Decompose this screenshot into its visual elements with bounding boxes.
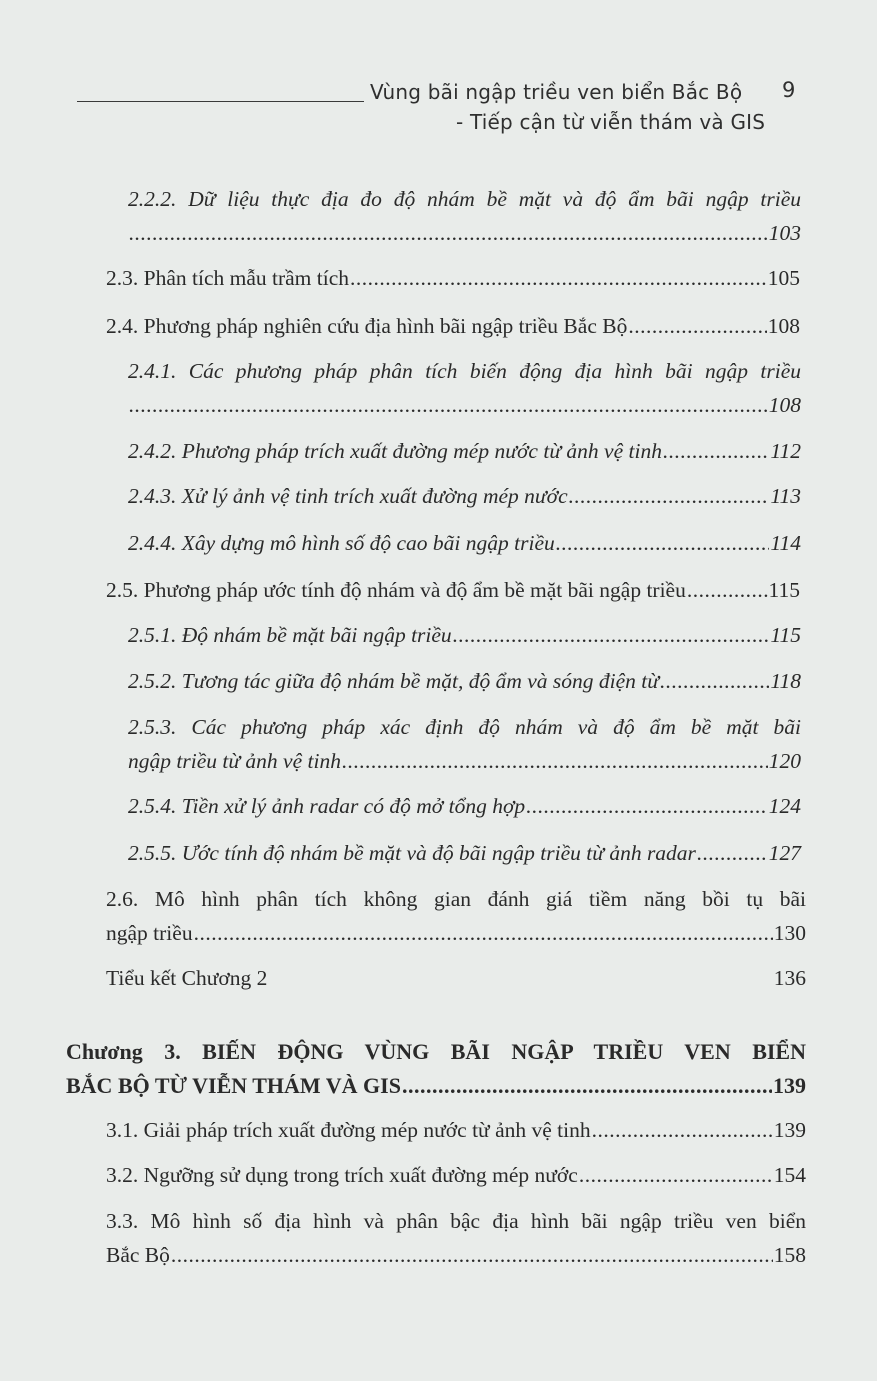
toc-entry-2-4[interactable] — [106, 309, 800, 343]
toc-entry-2-2-2[interactable] — [128, 182, 801, 250]
toc-entry-title: 2.4.2. Phương pháp trích xuất đường mép nước từ ảnh vệ tinh — [128, 439, 662, 463]
dot-leader — [402, 1069, 772, 1103]
toc-entry-title: 3.2. Ngưỡng sử dụng trong trích xuất đường mép nước — [106, 1163, 578, 1187]
toc-entry-title: 2.4.3. Xử lý ảnh vệ tinh trích xuất đường mép nước — [128, 484, 568, 508]
toc-page-number: 113 — [770, 484, 801, 508]
dot-leader — [342, 744, 768, 778]
toc-entry-2-4-4[interactable] — [128, 526, 801, 560]
toc-entry-title: Tiểu kết Chương 2 — [106, 966, 268, 990]
toc-page-number: 154 — [773, 1163, 806, 1187]
toc-entry-title: 3.1. Giải pháp trích xuất đường mép nước từ ảnh vệ tinh — [106, 1118, 591, 1142]
dot-leader — [697, 836, 768, 870]
dot-leader — [628, 309, 766, 343]
dot-leader — [194, 916, 773, 950]
toc-entry-2-3[interactable] — [106, 261, 800, 295]
header-rule — [77, 101, 364, 102]
toc-page-number: 130 — [773, 921, 806, 945]
toc-entry-title: 2.4. Phương pháp nghiên cứu địa hình bãi ngập triều Bắc Bộ — [106, 314, 628, 338]
toc-entry-2-5-1[interactable] — [128, 618, 801, 652]
dot-leader — [350, 261, 767, 295]
page-number: 9 — [782, 78, 796, 102]
running-header-title: Vùng bãi ngập triều ven biển Bắc Bộ — [370, 80, 743, 104]
toc-entry-title: 2.5.2. Tương tác giữa độ nhám bề mặt, độ ẩm và sóng điện từ — [128, 669, 659, 693]
toc-page-number: 112 — [770, 439, 801, 463]
toc-entry-2-5-3[interactable] — [128, 710, 801, 778]
toc-entry-title: 2.5.1. Độ nhám bề mặt bãi ngập triều — [128, 623, 452, 647]
toc-entry-title: 2.3. Phân tích mẫu trầm tích — [106, 266, 350, 290]
toc-entry-title-line: 2.4.1. Các phương pháp phân tích biến động địa hình bãi ngập triều — [128, 359, 801, 383]
toc-entry-2-4-1[interactable] — [128, 354, 801, 422]
toc-entry-2-5-5[interactable] — [128, 836, 801, 870]
toc-page-number: 103 — [768, 221, 801, 245]
toc-chapter-title: BẮC BỘ TỪ VIỄN THÁM VÀ GIS — [66, 1073, 401, 1098]
toc-entry-title: 2.4.4. Xây dựng mô hình số độ cao bãi ngập triều — [128, 531, 555, 555]
dot-leader — [129, 388, 768, 422]
toc-entry-title-line: 2.2.2. Dữ liệu thực địa đo độ nhám bề mặt và độ ẩm bãi ngập triều — [128, 187, 801, 211]
toc-entry-2-4-3[interactable] — [128, 479, 801, 513]
toc-entry-title: 2.5.5. Ước tính độ nhám bề mặt và độ bãi ngập triều từ ảnh radar — [128, 841, 696, 865]
toc-page-number: 136 — [773, 966, 806, 990]
dot-leader — [556, 526, 770, 560]
toc-page-number: 139 — [773, 1073, 806, 1098]
toc-entry-3-3[interactable] — [106, 1204, 806, 1272]
toc-entry-title: Bắc Bộ — [106, 1243, 170, 1267]
toc-page-number: 118 — [770, 669, 801, 693]
dot-leader — [171, 1238, 773, 1272]
toc-entry-2-5-2[interactable] — [128, 664, 801, 698]
toc-entry-2-5-4[interactable] — [128, 789, 801, 823]
running-header-subtitle: - Tiếp cận từ viễn thám và GIS — [456, 110, 766, 134]
dot-leader — [663, 434, 769, 468]
dot-leader — [579, 1158, 773, 1192]
toc-entry-title-line: 2.5.3. Các phương pháp xác định độ nhám và độ ẩm bề mặt bãi — [128, 715, 801, 739]
dot-leader — [129, 216, 768, 250]
toc-page-number: 108 — [767, 314, 800, 338]
toc-page-number: 124 — [768, 794, 801, 818]
dot-leader — [660, 664, 769, 698]
toc-entry-2-4-2[interactable] — [128, 434, 801, 468]
toc-chapter-title-line: Chương 3. BIẾN ĐỘNG VÙNG BÃI NGẬP TRIỀU VEN BIỂN — [66, 1039, 806, 1064]
toc-page-number: 127 — [768, 841, 801, 865]
toc-page-number: 108 — [768, 393, 801, 417]
toc-entry-title: 2.5. Phương pháp ước tính độ nhám và độ ẩm bề mặt bãi ngập triều — [106, 578, 686, 602]
toc-entry-summary-chapter-2[interactable] — [106, 961, 806, 995]
toc-entry-title: ngập triều từ ảnh vệ tinh — [128, 749, 341, 773]
toc-entry-2-6[interactable] — [106, 882, 806, 950]
toc-page-number: 139 — [773, 1118, 806, 1142]
toc-page-number: 120 — [768, 749, 801, 773]
toc-page-number: 105 — [767, 266, 800, 290]
toc-entry-title-line: 3.3. Mô hình số địa hình và phân bậc địa hình bãi ngập triều ven biển — [106, 1209, 806, 1233]
toc-entry-3-1[interactable] — [106, 1113, 806, 1147]
dot-leader — [526, 789, 768, 823]
dot-leader — [453, 618, 770, 652]
toc-entry-3-2[interactable] — [106, 1158, 806, 1192]
toc-entry-title-line: 2.6. Mô hình phân tích không gian đánh giá tiềm năng bồi tụ bãi — [106, 887, 806, 911]
toc-entry-chapter-3[interactable] — [66, 1035, 806, 1103]
toc-entry-title: 2.5.4. Tiền xử lý ảnh radar có độ mở tổng hợp — [128, 794, 526, 818]
toc-page-number: 115 — [770, 623, 801, 647]
toc-entry-title: ngập triều — [106, 921, 193, 945]
toc-page-number: 114 — [770, 531, 801, 555]
toc-entry-2-5[interactable] — [106, 573, 800, 607]
dot-leader — [569, 479, 770, 513]
toc-page-number: 115 — [768, 578, 800, 602]
dot-leader — [592, 1113, 773, 1147]
dot-leader — [687, 573, 768, 607]
toc-page-number: 158 — [773, 1243, 806, 1267]
